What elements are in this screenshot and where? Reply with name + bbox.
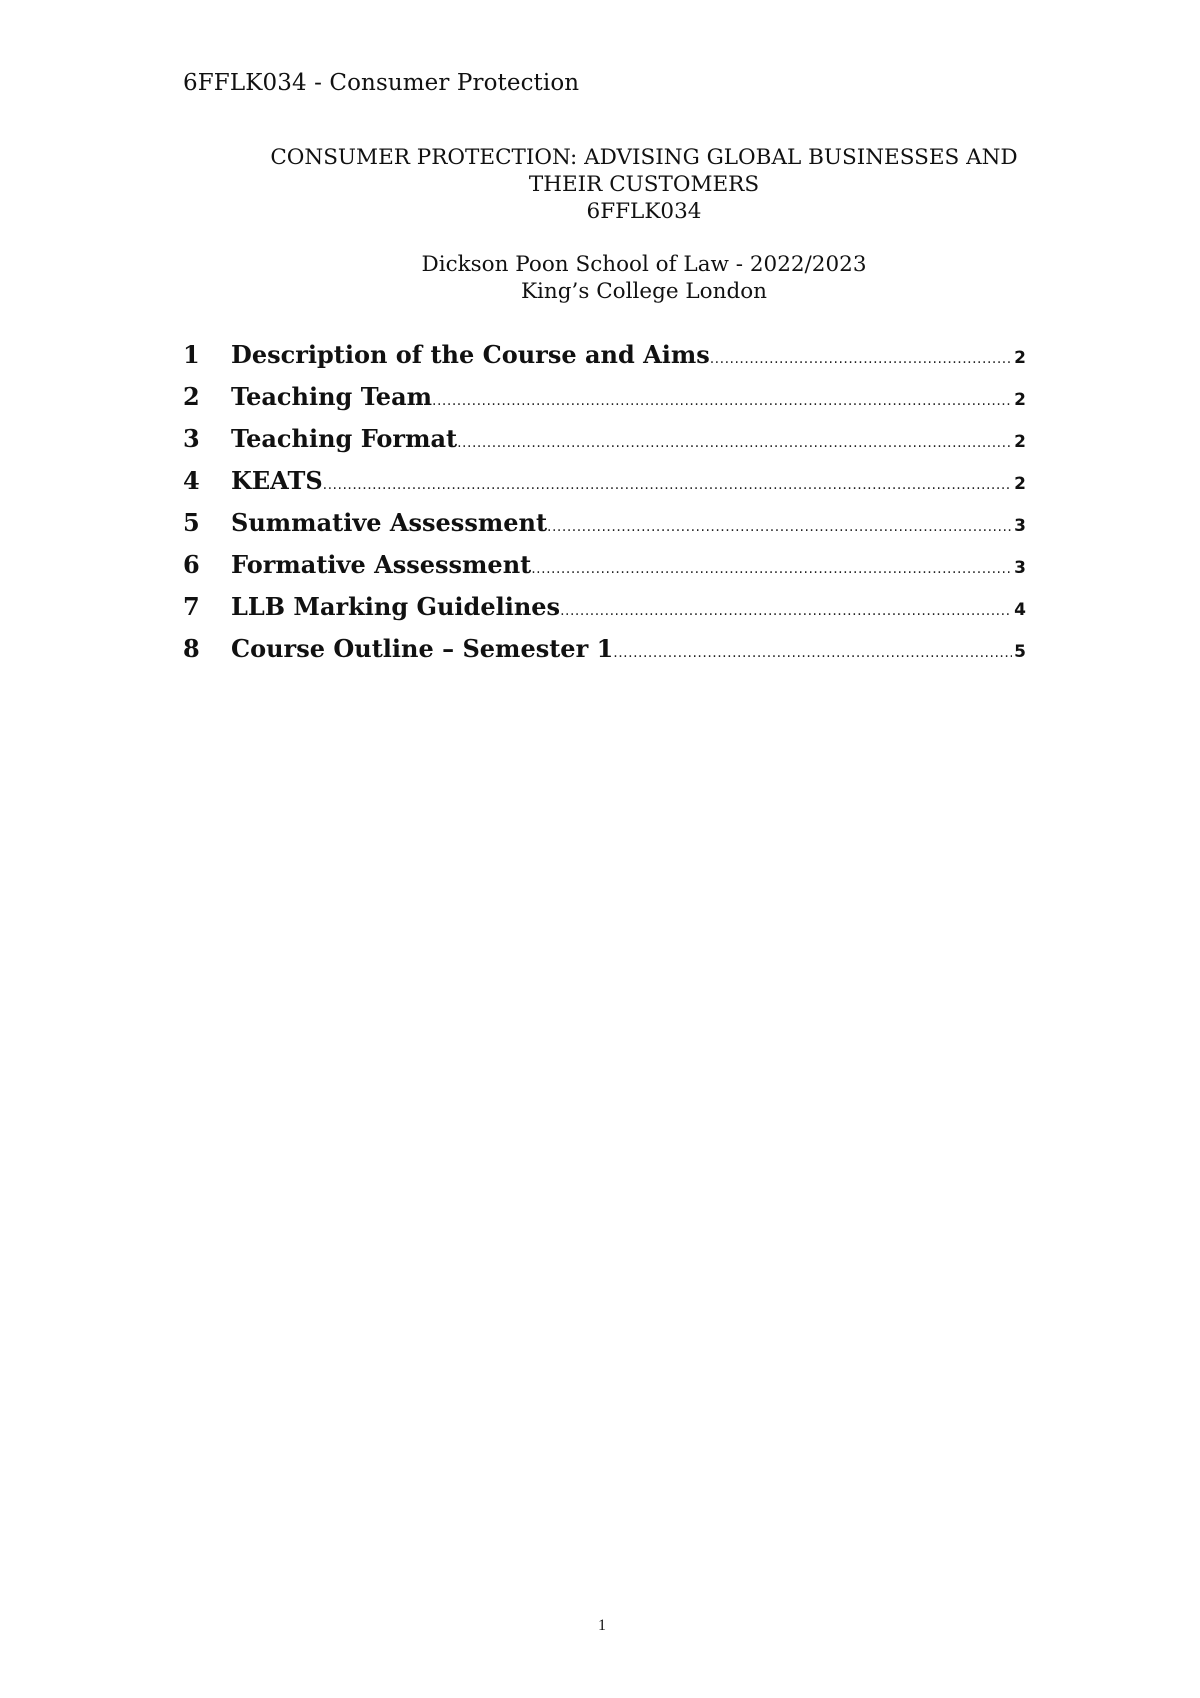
course-code: 6FFLK034 xyxy=(586,199,702,224)
dot-leader xyxy=(613,645,1012,661)
toc-entry-3[interactable] xyxy=(183,424,1026,466)
toc-title: Teaching Team xyxy=(231,382,433,411)
toc-number: 4 xyxy=(183,466,200,495)
table-of-contents xyxy=(183,340,1026,676)
toc-page-number: 4 xyxy=(1014,600,1026,620)
dot-leader xyxy=(710,351,1012,367)
toc-page-number: 2 xyxy=(1014,432,1026,452)
college-name: King’s College London xyxy=(520,279,768,304)
dot-leader xyxy=(432,393,1012,409)
dot-leader xyxy=(560,603,1012,619)
dot-leader xyxy=(531,561,1012,577)
toc-page-number: 5 xyxy=(1014,642,1026,662)
toc-number: 7 xyxy=(183,592,200,621)
toc-number: 8 xyxy=(183,634,200,663)
toc-title: Summative Assessment xyxy=(231,508,548,537)
page-number: 1 xyxy=(598,1617,606,1634)
toc-number: 3 xyxy=(183,424,200,453)
school-name: Dickson Poon School of Law - 2022/2023 xyxy=(421,252,867,277)
running-header: 6FFLK034 - Consumer Protection xyxy=(183,70,580,96)
toc-entry-2[interactable] xyxy=(183,382,1026,424)
toc-page-number: 2 xyxy=(1014,390,1026,410)
toc-page-number: 2 xyxy=(1014,348,1026,368)
dot-leader xyxy=(547,519,1012,535)
toc-title: Formative Assessment xyxy=(231,550,532,579)
toc-page-number: 3 xyxy=(1014,516,1026,536)
toc-entry-1[interactable] xyxy=(183,340,1026,382)
document-title xyxy=(0,144,1200,225)
toc-entry-4[interactable] xyxy=(183,466,1026,508)
institution-info xyxy=(0,251,1200,305)
toc-number: 1 xyxy=(183,340,200,369)
toc-page-number: 3 xyxy=(1014,558,1026,578)
toc-title: KEATS xyxy=(231,466,323,495)
toc-number: 5 xyxy=(183,508,200,537)
title-line-2: THEIR CUSTOMERS xyxy=(528,172,760,197)
toc-title: Description of the Course and Aims xyxy=(231,340,710,369)
toc-number: 2 xyxy=(183,382,200,411)
toc-page-number: 2 xyxy=(1014,474,1026,494)
toc-entry-7[interactable] xyxy=(183,592,1026,634)
toc-entry-8[interactable] xyxy=(183,634,1026,676)
title-line-1: CONSUMER PROTECTION: ADVISING GLOBAL BUSINESSES AND xyxy=(270,145,1018,170)
toc-entry-5[interactable] xyxy=(183,508,1026,550)
dot-leader xyxy=(323,477,1013,493)
dot-leader xyxy=(457,435,1012,451)
toc-entry-6[interactable] xyxy=(183,550,1026,592)
toc-title: Course Outline – Semester 1 xyxy=(231,634,614,663)
toc-title: LLB Marking Guidelines xyxy=(231,592,561,621)
toc-number: 6 xyxy=(183,550,200,579)
toc-title: Teaching Format xyxy=(231,424,458,453)
